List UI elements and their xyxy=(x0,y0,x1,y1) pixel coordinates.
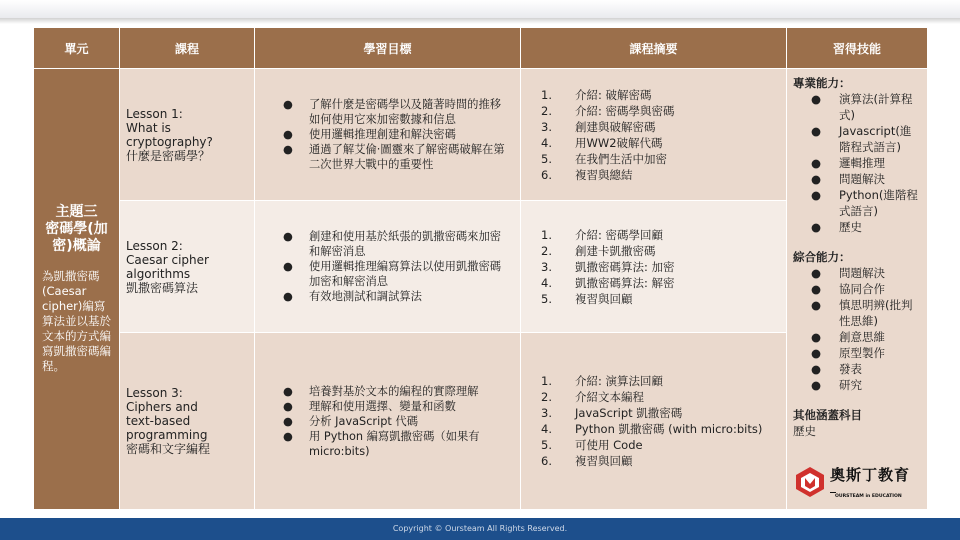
bullet-icon: ● xyxy=(811,282,822,296)
bullet-icon: ● xyxy=(811,298,822,312)
summary-text: 凱撒密碼算法: 解密 xyxy=(575,275,675,290)
summary-item: 2. 介紹: 密碼學與密碼 xyxy=(541,103,675,118)
goal-item xyxy=(283,289,512,304)
summary-item: 2. 介紹文本編程 xyxy=(541,390,644,404)
summary-text: 介紹文本編程 xyxy=(575,390,644,404)
other-subjects-value: 歷史 xyxy=(793,424,816,438)
lesson-title: Lesson 3: Ciphers and text-based programming 密碼和文字編程 xyxy=(126,386,211,456)
bullet-icon: ● xyxy=(811,346,822,360)
skill-item: ● Javascript(進階程式語言) xyxy=(811,124,912,154)
bullet-icon: ● xyxy=(283,384,293,398)
goal-item xyxy=(283,399,512,414)
summary-text: 介紹: 密碼學與密碼 xyxy=(575,103,675,118)
goal-text: 分析 JavaScript 代碼 xyxy=(309,414,418,428)
goal-item xyxy=(283,127,512,142)
skill-item: ● 創意思維 xyxy=(811,330,885,344)
summary-cell xyxy=(521,201,787,333)
bullet-icon: ● xyxy=(283,399,293,413)
skill-item: ● Python(進階程式語言) xyxy=(811,188,918,218)
general-skills-heading: 綜合能力： xyxy=(793,250,851,264)
summary-text: 凱撒密碼算法: 加密 xyxy=(575,259,675,274)
theme-description: 為凱撒密碼(Caesar cipher)編寫算法並以基於文本的方式編寫凱撒密碼編程。 xyxy=(42,269,111,373)
summary-item: 4. Python 凱撒密碼 (with micro:bits) xyxy=(541,422,763,436)
other-subjects-heading: 其他涵蓋科目 xyxy=(793,408,862,422)
goal-text: 有效地測試和調試算法 xyxy=(309,290,422,303)
skill-item: ● 發表 xyxy=(811,362,862,376)
bullet-icon: ● xyxy=(283,143,293,156)
goal-item xyxy=(283,229,512,259)
summary-cell xyxy=(521,333,787,510)
goal-text: 理解和使用選擇、變量和函數 xyxy=(309,399,456,413)
header-lesson: 課程 xyxy=(120,28,255,69)
goals-cell xyxy=(255,69,521,201)
summary-text: 複習與回顧 xyxy=(575,454,633,468)
goal-text: 使用邏輯推理編寫算法以使用凱撒密碼加密和解密消息 xyxy=(309,260,502,288)
summary-text: 複習與總結 xyxy=(575,167,633,182)
summary-item: 1. 介紹: 演算法回顧 xyxy=(541,374,664,388)
summary-text: 可使用 Code xyxy=(575,438,643,452)
skill-item: ● 慎思明辨(批判性思維) xyxy=(811,298,913,328)
goal-text: 通過了解艾倫·圖靈來了解密碼破解在第二次世界大戰中的重要性 xyxy=(309,143,505,171)
goal-text: 創建和使用基於紙張的凱撒密碼來加密和解密消息 xyxy=(309,230,502,258)
header-summary: 課程摘要 xyxy=(521,28,787,69)
summary-item: 4. 凱撒密碼算法: 解密 xyxy=(541,275,675,290)
bullet-icon: ● xyxy=(811,266,822,280)
summary-text: JavaScript 凱撒密碼 xyxy=(575,406,683,420)
curriculum-table xyxy=(33,27,928,510)
top-bar xyxy=(0,0,960,18)
summary-cell xyxy=(521,69,787,201)
goals-list xyxy=(283,384,512,459)
header-skills: 習得技能 xyxy=(787,28,928,69)
summary-item: 3. JavaScript 凱撒密碼 xyxy=(541,406,683,420)
bullet-icon: ● xyxy=(283,414,293,428)
summary-text: 介紹: 密碼學回顧 xyxy=(575,227,664,242)
skill-item: ● 問題解決 xyxy=(811,172,885,186)
skills-cell xyxy=(787,69,928,510)
summary-item: 3. 創建與破解密碼 xyxy=(541,119,656,134)
skill-item: ● 邏輯推理 xyxy=(811,156,885,170)
summary-text: 創建卡凱撒密碼 xyxy=(575,243,656,258)
lesson-title-cell xyxy=(120,333,255,510)
summary-item: 5. 可使用 Code xyxy=(541,438,643,452)
header-unit: 單元 xyxy=(34,28,120,69)
bullet-icon: ● xyxy=(283,128,293,141)
skill-item: ● 協同合作 xyxy=(811,282,885,296)
lesson-title: Lesson 2: Caesar cipher algorithms 凱撒密碼算法 xyxy=(126,238,209,295)
bullet-icon: ● xyxy=(283,98,293,111)
logo-name: 奧斯丁教育 xyxy=(830,466,911,484)
summary-item: 5. 在我們生活中加密 xyxy=(541,151,667,166)
skill-item: ● 研究 xyxy=(811,378,862,392)
header-row xyxy=(34,28,928,69)
bullet-icon: ● xyxy=(811,172,822,186)
goals-cell xyxy=(255,333,521,510)
bullet-icon: ● xyxy=(811,362,822,376)
professional-skills-heading: 專業能力： xyxy=(793,76,851,90)
logo-mark-icon xyxy=(793,465,827,499)
summary-list xyxy=(541,87,778,183)
summary-text: 創建與破解密碼 xyxy=(575,119,656,134)
goal-text: 使用邏輯推理創建和解決密碼 xyxy=(309,128,456,141)
bullet-icon: ● xyxy=(811,330,822,344)
theme-title: 主題三 密碼學(加密)概論 xyxy=(45,204,108,254)
bullet-icon: ● xyxy=(283,230,293,243)
summary-text: Python 凱撒密碼 (with micro:bits) xyxy=(575,422,763,436)
summary-item: 2. 創建卡凱撒密碼 xyxy=(541,243,656,258)
goal-text: 用 Python 編寫凱撒密碼（如果有micro:bits) xyxy=(309,429,480,458)
lesson-title: Lesson 1: What is cryptography? 什麼是密碼學？ xyxy=(126,106,213,163)
goal-item xyxy=(283,259,512,289)
bullet-icon: ● xyxy=(811,220,822,234)
goals-list xyxy=(283,97,512,172)
skill-item: ● 原型製作 xyxy=(811,346,885,360)
bullet-icon: ● xyxy=(811,188,822,202)
summary-list xyxy=(541,373,778,469)
goal-item xyxy=(283,384,512,399)
summary-item: 6. 複習與總結 xyxy=(541,167,633,182)
bullet-icon: ● xyxy=(811,124,822,138)
lesson-title-cell xyxy=(120,201,255,333)
professional-skills-list xyxy=(793,91,921,235)
company-logo xyxy=(793,465,933,505)
theme-cell xyxy=(34,69,120,510)
bullet-icon: ● xyxy=(283,290,293,303)
summary-item: 1. 介紹: 密碼學回顧 xyxy=(541,227,664,242)
goal-item xyxy=(283,429,512,459)
goals-cell xyxy=(255,201,521,333)
summary-item: 6. 複習與回顧 xyxy=(541,454,633,468)
bullet-icon: ● xyxy=(811,378,822,392)
bullet-icon: ● xyxy=(283,260,293,273)
summary-text: 複習與回顧 xyxy=(575,291,633,306)
lesson-title-cell xyxy=(120,69,255,201)
goal-item xyxy=(283,97,512,127)
summary-text: 介紹: 演算法回顧 xyxy=(575,374,664,388)
top-shadow xyxy=(0,18,960,24)
summary-list xyxy=(541,227,778,307)
skill-item: ● 演算法(計算程式) xyxy=(811,92,913,122)
bullet-icon: ● xyxy=(283,429,293,443)
summary-item: 4. 用WW2破解代碼 xyxy=(541,135,663,150)
goal-text: 培養對基於文本的編程的實際理解 xyxy=(309,384,479,398)
goal-item xyxy=(283,414,512,429)
goal-item xyxy=(283,142,512,172)
general-skills-list xyxy=(793,265,921,393)
summary-text: 介紹: 破解密碼 xyxy=(575,87,652,102)
summary-item: 5. 複習與回顧 xyxy=(541,291,633,306)
summary-item: 1. 介紹: 破解密碼 xyxy=(541,87,652,102)
header-goals: 學習目標 xyxy=(255,28,521,69)
goal-text: 了解什麼是密碼學以及隨著時間的推移如何使用它來加密數據和信息 xyxy=(309,98,502,126)
summary-text: 在我們生活中加密 xyxy=(575,151,667,166)
lesson-row-1 xyxy=(34,69,928,201)
footer-copyright: Copyright © Oursteam All Rights Reserved. xyxy=(0,518,960,540)
logo-subtitle: OURSTEAM in EDUCATION xyxy=(835,494,902,499)
skill-item: ● 問題解決 xyxy=(811,266,885,280)
summary-item: 3. 凱撒密碼算法: 加密 xyxy=(541,259,675,274)
bullet-icon: ● xyxy=(811,92,822,106)
bullet-icon: ● xyxy=(811,156,822,170)
skill-item: ● 歷史 xyxy=(811,220,862,234)
summary-text: 用WW2破解代碼 xyxy=(575,135,663,150)
goals-list xyxy=(283,229,512,304)
